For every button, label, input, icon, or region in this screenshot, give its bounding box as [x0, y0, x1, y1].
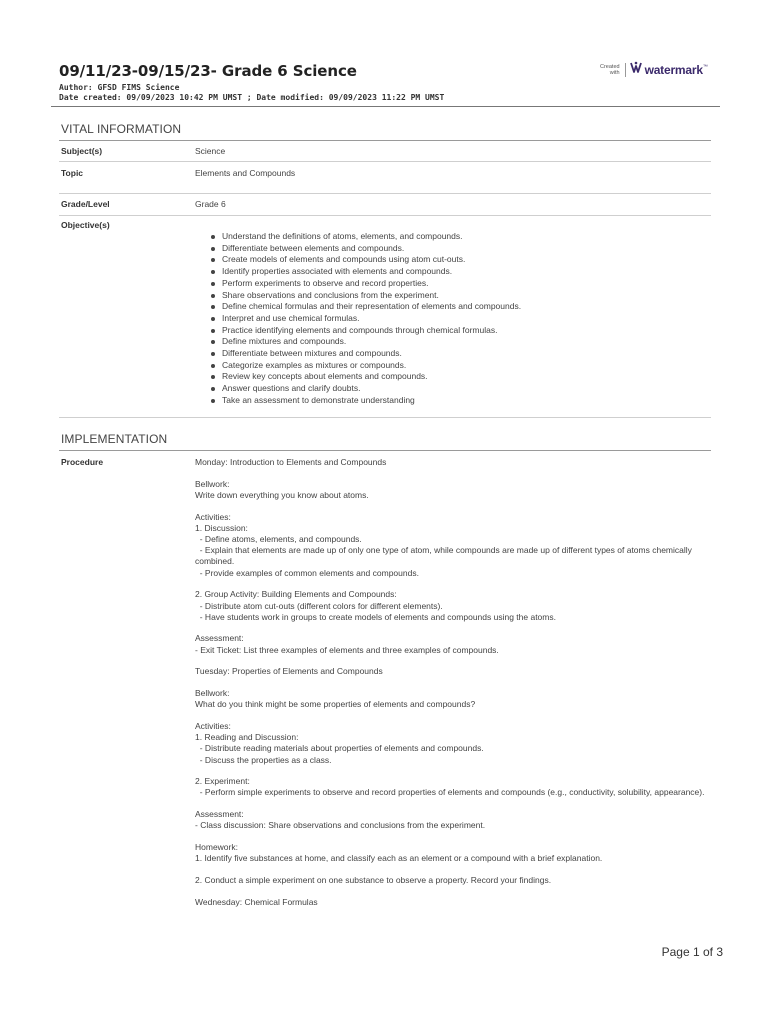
divider: [59, 140, 711, 141]
objective-item: Answer questions and clarify doubts.: [222, 383, 521, 395]
divider: [59, 450, 711, 451]
procedure-paragraph: Tuesday: Properties of Elements and Compounds: [195, 666, 383, 677]
created-with-text: Created with: [600, 64, 620, 76]
objective-item: Review key concepts about elements and compounds.: [222, 371, 521, 383]
author-line: Author: GFSD FIMS Science: [59, 83, 180, 92]
objective-item: Define chemical formulas and their representation of elements and compounds.: [222, 301, 522, 312]
watermark-logo-icon: [630, 61, 642, 79]
objective-item: Understand the definitions of atoms, elements, and compounds.: [222, 231, 521, 243]
objective-item: Create models of elements and compounds using atom cut-outs.: [222, 254, 521, 266]
divider: [59, 215, 711, 216]
divider: [59, 417, 711, 418]
procedure-paragraph: Bellwork: What do you think might be some properties of elements and compounds?: [195, 688, 476, 710]
brand-trademark: ™: [702, 64, 708, 70]
objective-item: Perform experiments to observe and record properties.: [222, 278, 521, 290]
procedure-paragraph: Bellwork: Write down everything you know about atoms.: [195, 478, 369, 500]
procedure-paragraph: Activities: 1. Reading and Discussion: - Distribute reading materials about properties of elements and compounds. - Discuss the properties as a class.: [195, 720, 484, 765]
procedure-paragraph: Wednesday: Chemical Formulas: [195, 896, 318, 907]
objective-item: Take an assessment to demonstrate understanding: [222, 395, 521, 407]
topic-label: Topic: [61, 168, 84, 178]
objectives-label: Objective(s): [61, 220, 110, 230]
objective-item: Differentiate between elements and compounds.: [222, 243, 521, 255]
page-number: Page 1 of 3: [661, 945, 723, 959]
watermark-logo: [600, 61, 708, 79]
subject-value: Science: [195, 146, 226, 156]
grade-level-label: Grade/Level: [61, 199, 110, 209]
procedure-paragraph: 2. Group Activity: Building Elements and Compounds: - Distribute atom cut-outs (different colors for different elements). - Have students work in groups to create models of elements and compounds using the atoms.: [195, 589, 556, 622]
topic-value: Elements and Compounds: [195, 168, 296, 178]
document-title: 09/11/23-09/15/23- Grade 6 Science: [59, 62, 357, 80]
subject-label: Subject(s): [61, 146, 103, 156]
objective-item: Differentiate between mixtures and compounds.: [222, 348, 521, 360]
divider: [59, 161, 711, 162]
procedure-content: [195, 457, 705, 918]
logo-divider: [625, 63, 626, 77]
objective-item: Practice identifying elements and compounds through chemical formulas.: [222, 325, 521, 337]
implementation-heading: IMPLEMENTATION: [61, 432, 168, 446]
grade-level-value: Grade 6: [195, 199, 226, 209]
header-divider: [51, 106, 720, 107]
procedure-paragraph: Monday: Introduction to Elements and Compounds: [195, 457, 387, 467]
objective-item: Share observations and conclusions from the experiment.: [222, 290, 521, 302]
procedure-paragraph: 2. Experiment: - Perform simple experiments to observe and record properties of elements and compounds (e.g., conductivity, solubility, appearance).: [195, 776, 705, 798]
divider: [59, 193, 711, 194]
procedure-paragraph: Activities: 1. Discussion: - Define atoms, elements, and compounds. - Explain that elements are made up of only one type of atom, while compounds are made up of different types of atoms chemically combined. - Provide examples of common elements and compounds.: [195, 511, 692, 578]
procedure-paragraph: Assessment: - Class discussion: Share observations and conclusions from the experiment.: [195, 809, 486, 831]
objective-item: Define mixtures and compounds.: [222, 336, 521, 348]
procedure-paragraph: Assessment: - Exit Ticket: List three examples of elements and three examples of compounds.: [195, 633, 499, 655]
dates-line: Date created: 09/09/2023 10:42 PM UMST ; Date modified: 09/09/2023 11:22 PM UMST: [59, 93, 445, 102]
vital-information-heading: VITAL INFORMATION: [61, 122, 182, 136]
objective-item: Interpret and use chemical formulas.: [222, 313, 521, 325]
procedure-paragraph: 2. Conduct a simple experiment on one substance to observe a property. Record your findings.: [195, 874, 552, 885]
procedure-paragraph: Homework: 1. Identify five substances at home, and classify each as an element or a compound with a brief explanation.: [195, 842, 603, 864]
objectives-list: [195, 231, 521, 407]
procedure-label: Procedure: [61, 457, 104, 467]
watermark-brand-text: watermark: [644, 63, 703, 77]
objective-item: Categorize examples as mixtures or compounds.: [222, 360, 521, 372]
objective-item: Identify properties associated with elements and compounds.: [222, 266, 521, 278]
